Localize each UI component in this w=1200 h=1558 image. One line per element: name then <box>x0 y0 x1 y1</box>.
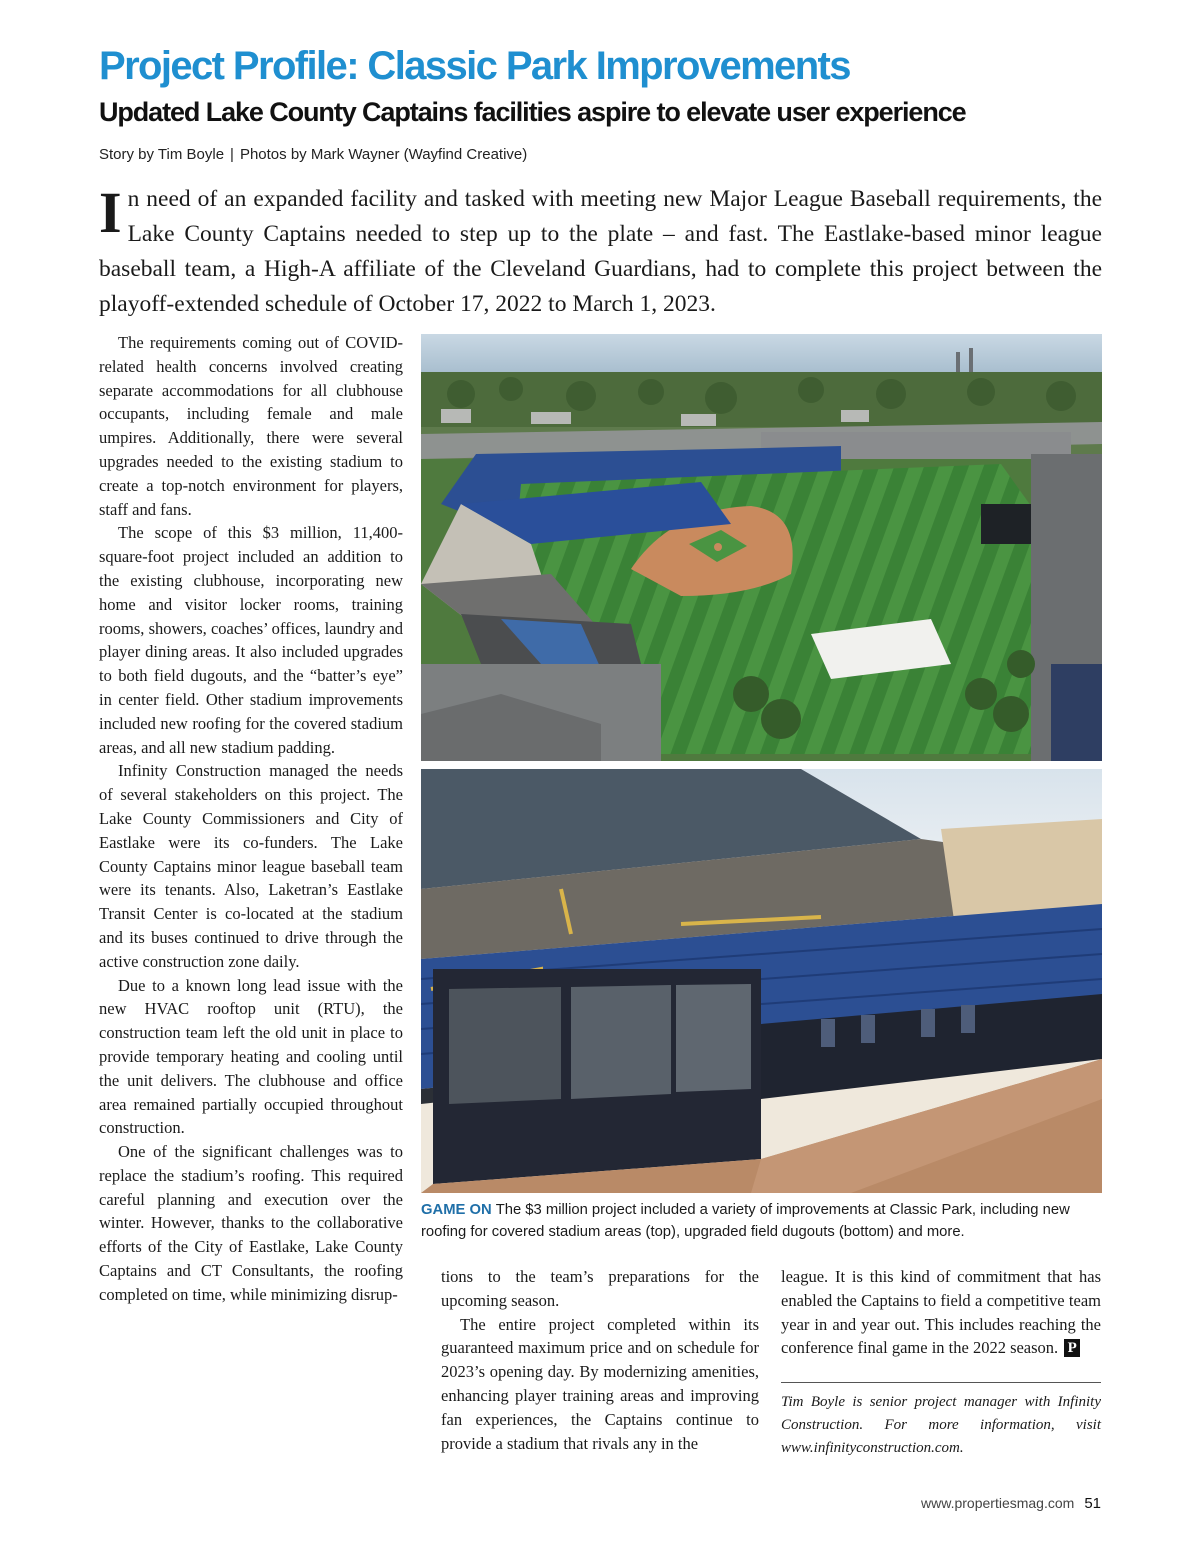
article-title: Project Profile: Classic Park Improvements <box>99 44 850 88</box>
lede-text: n need of an expanded facility and tasked with meeting new Major League Baseball requirements, the Lake County Captains needed to step up to the plate – and fast. The Eastlake-based minor league baseball team, a High-A affiliate of the Cleveland Guardians, had to complete this project between the playoff-extended schedule of October 17, 2022 to March 1, 2023. <box>99 186 1102 317</box>
byline-story: Story by Tim Boyle <box>99 146 225 163</box>
body-paragraph: tions to the team’s preparations for the upcoming season. <box>441 1267 759 1310</box>
closing-text: league. It is this kind of commitment that has enabled the Captains to field a competitive team year in and year out. This includes reaching the conference final game in the 2022 season. <box>781 1267 1101 1358</box>
body-paragraph: Due to a known long lead issue with the new HVAC rooftop unit (RTU), the construction team left the old unit in place to provide temporary heating and cooling until the unit delivers. The clubhouse and office area remained partially occupied throughout construction. <box>99 975 403 1138</box>
body-column-3 <box>781 1265 1101 1460</box>
caption-text: The $3 million project included a variety of improvements at Classic Park, including new roofing for covered stadium areas (top), upgraded field dugouts (bottom) and more. <box>421 1202 1070 1240</box>
article-subtitle: Updated Lake County Captains facilities aspire to elevate user experience <box>99 97 966 127</box>
byline <box>99 146 527 163</box>
end-mark-icon: P <box>1064 1339 1080 1357</box>
body-paragraph <box>781 1265 1101 1360</box>
lede-paragraph <box>99 182 1102 322</box>
body-column-2 <box>441 1265 759 1455</box>
drop-cap: I <box>99 180 122 245</box>
author-bio: Tim Boyle is senior project manager with Infinity Construction. For more information, visit www.infinityconstruction.com. <box>781 1394 1101 1457</box>
bio-divider <box>781 1382 1101 1383</box>
body-paragraph: One of the significant challenges was to replace the stadium’s roofing. This required careful planning and execution over the winter. However, thanks to the collaborative efforts of the City of Eastlake, Lake County Captains and CT Consultants, the roofing completed on time, while minimizing disrup- <box>99 1142 403 1304</box>
body-paragraph: The entire project completed within its guaranteed maximum price and on schedule for 2023’s opening day. By modernizing amenities, enhancing player training areas and improving fan experiences, the Captains continue to provide a stadium that rivals any in the <box>441 1314 759 1453</box>
body-paragraph: The requirements coming out of COVID-related health concerns involved creating separate accommodations for all clubhouse occupants, including female and male umpires. Additionally, there were several upgrades needed to the existing stadium to create a top-notch environment for players, staff and fans. <box>99 333 403 519</box>
caption-lead: GAME ON <box>421 1202 492 1218</box>
page-number: 51 <box>1084 1495 1101 1512</box>
byline-separator: | <box>230 146 234 163</box>
body-paragraph: The scope of this $3 million, 11,400-square-foot project included an addition to the existing clubhouse, incorporating new home and visitor locker rooms, training rooms, showers, coaches’ offices, laundry and player dining areas. It also included upgrades to both field dugouts, and the “batter’s eye” in center field. Other stadium improvements included new roofing for the covered stadium areas, and all new stadium padding. <box>99 523 403 757</box>
page-footer <box>921 1495 1101 1512</box>
footer-url: www.propertiesmag.com <box>921 1495 1075 1511</box>
body-paragraph: Infinity Construction managed the needs of several stakeholders on this project. The Lake County Commissioners and City of Eastlake were its co-funders. The Lake County Captains minor league baseball team were its tenants. Also, Laketran’s Eastlake Transit Center is co-located at the stadium and its buses continued to drive through the active construction zone daily. <box>99 761 403 971</box>
byline-photos: Photos by Mark Wayner (Wayfind Creative) <box>239 146 528 163</box>
dugout-photo <box>421 769 1102 1193</box>
photo-caption <box>421 1199 1111 1243</box>
aerial-stadium-photo <box>421 334 1102 761</box>
body-column-1 <box>99 331 403 1307</box>
